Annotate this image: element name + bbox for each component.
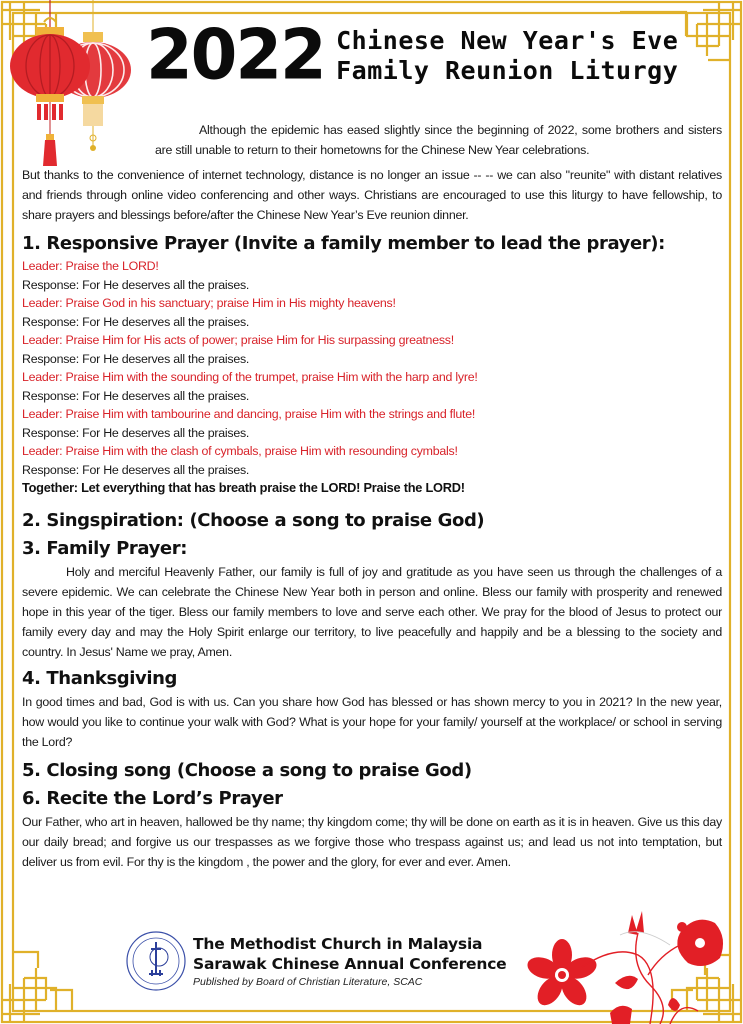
together-line: Together: Let everything that has breath praise the LORD! Praise the LORD! bbox=[22, 480, 465, 495]
published-by: Published by Board of Christian Literature, SCAC bbox=[193, 976, 423, 988]
section-heading-thanksgiving: 4. Thanksgiving bbox=[22, 667, 178, 689]
family-prayer-body: Holy and merciful Heavenly Father, our family is full of joy and gratitude as you have seen us through the challenges of a severe epidemic. We can celebrate the Chinese New Year both in person and online. Bless our family with prosperity and renewed hope in this year of the tiger. Bless our family members to love and serve each other. We pray for the blood of Jesus to protect our family every day and may the Holy Spirit enlarge our territory, to live peacefully and happily and be a blessing to the society and country. In Jesus' Name we pray, Amen. bbox=[22, 564, 722, 659]
title-year: 2022 bbox=[146, 16, 325, 96]
leader-line: Leader: Praise Him for His acts of power; praise Him for His surpassing greatness! bbox=[22, 333, 454, 347]
intro-paragraph-1-block bbox=[155, 120, 722, 160]
section-heading-singspiration: 2. Singspiration: (Choose a song to praise God) bbox=[22, 509, 485, 531]
leader-line: Leader: Praise the LORD! bbox=[22, 259, 159, 273]
section-heading-responsive-prayer: 1. Responsive Prayer (Invite a family member to lead the prayer): bbox=[22, 233, 665, 254]
response-line: Response: For He deserves all the praises. bbox=[22, 314, 250, 329]
leader-line: Leader: Praise God in his sanctuary; praise Him in His mighty heavens! bbox=[22, 296, 396, 310]
leader-line: Leader: Praise Him with tambourine and dancing, praise Him with the strings and flute! bbox=[22, 407, 476, 421]
intro-paragraph-2: But thanks to the convenience of internet technology, distance is no longer an issue -- -- we can also "reunite" with distant relatives and friends through online video conferencing and other ways. Christians are encouraged to use this liturgy to have fellowship, to share prayers and blessings before/after the Chinese New Year’s Eve reunion dinner. bbox=[22, 168, 722, 222]
flower-right-icon bbox=[677, 920, 723, 966]
lantern-front-icon bbox=[10, 0, 90, 166]
leader-line: Leader: Praise Him with the clash of cymbals, praise Him with resounding cymbals! bbox=[22, 444, 458, 458]
response-line: Response: For He deserves all the praises. bbox=[22, 425, 250, 440]
response-line: Response: For He deserves all the praises. bbox=[22, 388, 250, 403]
methodist-cross-logo-icon bbox=[125, 930, 187, 992]
thanksgiving-body: In good times and bad, God is with us. Can you share how God has blessed or has shown mercy to you in 2021? In the new year, how would you like to continue your walk with God? What is your hope for your family/ yourself at the workplace/ or school in serving the Lord? bbox=[22, 694, 722, 749]
org-name-line-1: The Methodist Church in Malaysia bbox=[193, 935, 483, 953]
page-title bbox=[146, 16, 678, 96]
flower-left-icon bbox=[525, 939, 600, 1010]
response-line: Response: For He deserves all the praises. bbox=[22, 462, 250, 477]
intro-paragraph-1: Although the epidemic has eased slightly since the beginning of 2022, some brothers and sisters are still unable to return to their hometowns for the Chinese New Year celebrations. bbox=[155, 123, 722, 157]
main-content bbox=[22, 165, 722, 872]
red-flowers-decoration bbox=[520, 905, 743, 1024]
footer bbox=[125, 930, 507, 992]
leader-line: Leader: Praise Him with the sounding of the trumpet, praise Him with the harp and lyre! bbox=[22, 370, 478, 384]
response-line: Response: For He deserves all the praises. bbox=[22, 351, 250, 366]
lanterns-decoration bbox=[0, 0, 140, 170]
lords-prayer-body: Our Father, who art in heaven, hallowed be thy name; thy kingdom come; thy will be done on earth as it is in heaven. Give us this day our daily bread; and forgive us our trespasses as we forgive those who trespass against us; and lead us not into temptation, but deliver us from evil. For thy is the kingdom , the power and the glory, for ever and ever. Amen. bbox=[22, 814, 722, 869]
section-heading-lords-prayer: 6. Recite the Lord’s Prayer bbox=[22, 787, 283, 809]
org-name-line-2: Sarawak Chinese Annual Conference bbox=[193, 955, 507, 973]
title-line-2: Family Reunion Liturgy bbox=[336, 56, 679, 85]
title-line-1: Chinese New Year's Eve bbox=[336, 26, 679, 55]
section-heading-family-prayer: 3. Family Prayer: bbox=[22, 537, 187, 559]
section-heading-closing-song: 5. Closing song (Choose a song to praise God) bbox=[22, 759, 472, 781]
response-line: Response: For He deserves all the praises. bbox=[22, 277, 250, 292]
responsive-prayer-lines bbox=[22, 257, 722, 479]
